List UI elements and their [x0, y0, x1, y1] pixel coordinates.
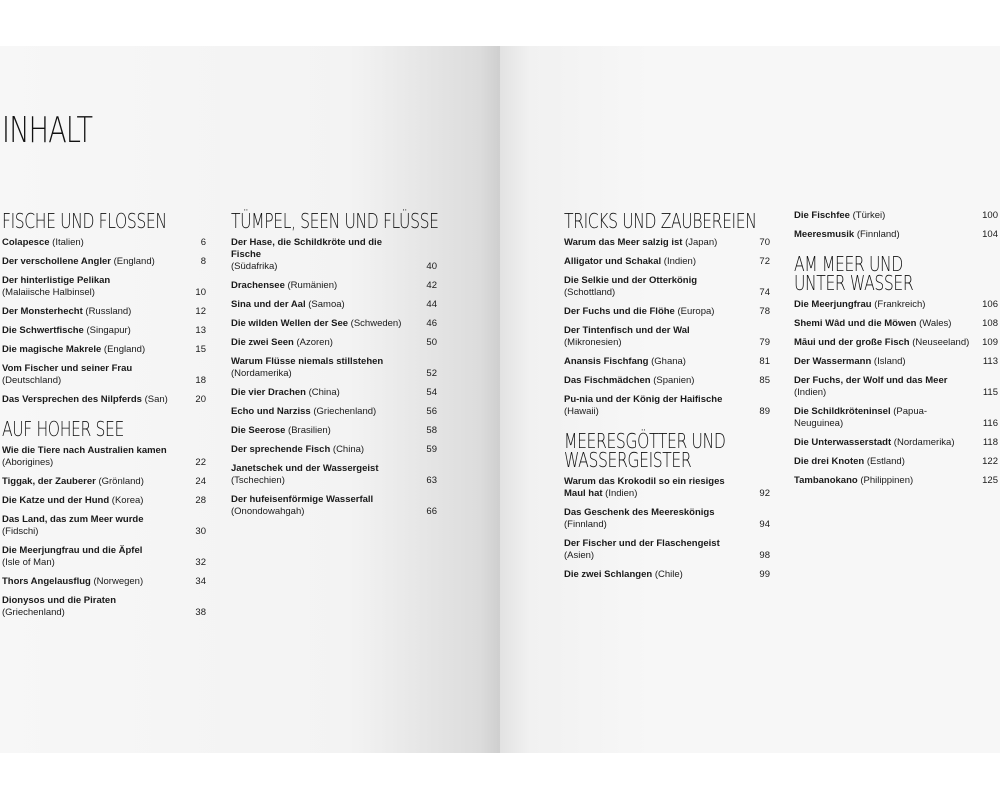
toc-entry[interactable]: [564, 569, 770, 581]
toc-entry-page: 10: [195, 287, 206, 298]
toc-entry-page: 50: [426, 337, 437, 348]
toc-entry[interactable]: [564, 394, 770, 418]
toc-entry[interactable]: [2, 363, 206, 387]
toc-entry[interactable]: [794, 318, 998, 330]
toc-column-2: [231, 209, 439, 525]
toc-entry[interactable]: [231, 463, 437, 487]
toc-entry[interactable]: [231, 356, 437, 380]
toc-entry-page: 89: [759, 406, 770, 417]
toc-entry[interactable]: [2, 344, 206, 356]
toc-entry-page: 98: [759, 550, 770, 561]
toc-entry-title: Wie die Tiere nach Australien kamen: [2, 445, 167, 456]
toc-entry[interactable]: [2, 476, 206, 488]
toc-entry-title: Echo und Narziss: [231, 406, 311, 417]
toc-entry[interactable]: [564, 306, 770, 318]
toc-entry-title: Thors Angelausflug: [2, 576, 91, 587]
toc-entry-title: Vom Fischer und seiner Frau: [2, 363, 133, 374]
toc-entry-page: 116: [982, 418, 998, 429]
toc-entry-title: Janetschek und der Wassergeist: [231, 463, 379, 474]
toc-column-3: [564, 209, 770, 588]
toc-entry[interactable]: [794, 356, 998, 368]
toc-entry[interactable]: [794, 375, 998, 399]
toc-entry[interactable]: [231, 299, 437, 311]
section-heading: [2, 417, 206, 441]
toc-entry-title: Das Versprechen des Nilpferds: [2, 394, 142, 405]
toc-entry-title: Drachensee: [231, 280, 285, 291]
toc-entry-region: (Wales): [919, 318, 952, 329]
toc-entry-region: (Papua-Neuguinea): [794, 406, 928, 429]
toc-entry-title: Der Wassermann: [794, 356, 872, 367]
toc-entry-title: Der Fischer und der Flaschengeist: [564, 538, 720, 549]
toc-entry-region: (Schweden): [350, 318, 402, 329]
toc-entry-title: Die vier Drachen: [231, 387, 306, 398]
toc-entry[interactable]: [794, 456, 998, 468]
toc-entry-region: (China): [332, 444, 365, 455]
toc-entry-page: 42: [426, 280, 437, 291]
toc-entry-region: (England): [103, 344, 146, 355]
toc-entry-region: (Indien): [794, 387, 827, 398]
toc-entry-region: (Rumänien): [287, 280, 338, 291]
toc-entry-title: Die magische Makrele: [2, 344, 102, 355]
toc-entry[interactable]: [564, 325, 770, 349]
toc-entry[interactable]: [564, 507, 770, 531]
toc-entry-page: 58: [426, 425, 437, 436]
toc-entry-page: 118: [982, 437, 998, 448]
toc-entry-title: Der hufeisenförmige Wasserfall: [231, 494, 374, 505]
toc-entry[interactable]: [564, 375, 770, 387]
toc-entry-region: (Schottland): [564, 287, 616, 298]
toc-entry-region: (Singapur): [86, 325, 131, 336]
toc-entry-page: 79: [759, 337, 770, 348]
toc-entry-region: (Indien): [605, 488, 638, 499]
toc-entry-region: (Italien): [52, 237, 84, 248]
toc-entry[interactable]: [794, 475, 998, 487]
section-heading-line: TÜMPEL, SEEN UND FLÜSSE: [231, 209, 439, 233]
toc-entry-title: Die Meerjungfrau und die Äpfel: [2, 545, 143, 556]
toc-entry-title: Die Meerjungfrau: [794, 299, 872, 310]
toc-entry[interactable]: [2, 325, 206, 337]
toc-entry-page: 13: [195, 325, 206, 336]
toc-entry-region: (Tschechien): [231, 475, 285, 486]
section-heading-line: UNTER WASSER: [794, 271, 914, 295]
toc-entry-title: Die drei Knoten: [794, 456, 865, 467]
toc-entry[interactable]: [564, 237, 770, 249]
toc-entry-title: Warum das Krokodil so ein riesiges Maul hat: [564, 476, 725, 499]
section-heading-line: AM MEER UND: [794, 252, 903, 276]
toc-entry[interactable]: [564, 476, 770, 500]
toc-entry-title: Der Monsterhecht: [2, 306, 83, 317]
toc-entry-page: 113: [982, 356, 998, 367]
toc-entry-region: (Nordamerika): [231, 368, 292, 379]
toc-entry[interactable]: [794, 299, 998, 311]
toc-entry-title: Die wilden Wellen der See: [231, 318, 349, 329]
toc-entry-page: 70: [759, 237, 770, 248]
toc-entry[interactable]: [2, 514, 206, 538]
toc-entry-page: 109: [982, 337, 998, 348]
toc-entry-page: 34: [195, 576, 206, 587]
section-heading-line: WASSERGEISTER: [564, 448, 692, 472]
toc-entry-page: 44: [426, 299, 437, 310]
toc-entry-page: 99: [759, 569, 770, 580]
toc-entry-region: (Griechenland): [313, 406, 377, 417]
toc-entry-region: (Ghana): [651, 356, 686, 367]
toc-entry-title: Die Katze und der Hund: [2, 495, 110, 506]
toc-entry-page: 85: [759, 375, 770, 386]
toc-entry-region: (Aborigines): [2, 457, 54, 468]
toc-entry[interactable]: [2, 576, 206, 588]
toc-entry-page: 63: [426, 475, 437, 486]
toc-entry-page: 122: [982, 456, 998, 467]
toc-entry-region: (Mikronesien): [564, 337, 622, 348]
toc-entry-title: Tambanokano: [794, 475, 858, 486]
toc-entry-page: 54: [426, 387, 437, 398]
toc-entry[interactable]: [2, 545, 206, 569]
toc-entry-title: Das Geschenk des Meereskönigs: [564, 507, 715, 518]
section-heading: [2, 209, 206, 233]
toc-entry-page: 59: [426, 444, 437, 455]
toc-entry-region: (Spanien): [653, 375, 695, 386]
toc-entry-title: Meeresmusik: [794, 229, 855, 240]
toc-entry-title: Alligator und Schakal: [564, 256, 662, 267]
page-title: INHALT: [2, 110, 93, 151]
toc-entry[interactable]: [2, 394, 206, 406]
toc-entry-page: 106: [982, 299, 998, 310]
toc-entry-page: 6: [200, 237, 206, 248]
toc-entry[interactable]: [231, 280, 437, 292]
toc-entry-title: Die zwei Seen: [231, 337, 294, 348]
toc-entry-region: (Nordamerika): [893, 437, 955, 448]
toc-entry-title: Der sprechende Fisch: [231, 444, 331, 455]
toc-entry[interactable]: [794, 406, 998, 430]
toc-entry-region: (Europa): [677, 306, 715, 317]
toc-entry-region: (Grönland): [98, 476, 144, 487]
toc-entry-title: Der Hase, die Schildkröte und die Fische: [231, 237, 382, 260]
toc-entry-region: (Neuseeland): [912, 337, 970, 348]
toc-entry-page: 56: [426, 406, 437, 417]
toc-entry-title: Warum Flüsse niemals stillstehen: [231, 356, 384, 367]
toc-entry-region: (Asien): [564, 550, 595, 561]
toc-entry-region: (Norwegen): [93, 576, 144, 587]
toc-entry-region: (San): [144, 394, 168, 405]
toc-entry[interactable]: [231, 318, 437, 330]
toc-entry-page: 92: [759, 488, 770, 499]
toc-entry-page: 74: [759, 287, 770, 298]
toc-entry-title: Sina und der Aal: [231, 299, 306, 310]
toc-entry-title: Pu-nia und der König der Haifische: [564, 394, 723, 405]
toc-entry-region: (Onondowahgah): [231, 506, 305, 517]
toc-entry-page: 52: [426, 368, 437, 379]
toc-entry-title: Die zwei Schlangen: [564, 569, 653, 580]
toc-entry-page: 12: [195, 306, 206, 317]
toc-entry-page: 100: [982, 210, 998, 221]
section-heading-line: AUF HOHER SEE: [2, 417, 124, 441]
toc-entry-title: Anansis Fischfang: [564, 356, 649, 367]
toc-entry-title: Der verschollene Angler: [2, 256, 111, 267]
toc-entry-page: 22: [195, 457, 206, 468]
toc-entry-page: 115: [982, 387, 998, 398]
toc-entry-page: 125: [982, 475, 998, 486]
toc-entry-title: Der Tintenfisch und der Wal: [564, 325, 690, 336]
section-heading-line: TRICKS UND ZAUBEREIEN: [564, 209, 757, 233]
toc-entry-region: (England): [113, 256, 155, 267]
toc-entry[interactable]: [2, 275, 206, 299]
toc-column-4: [794, 210, 998, 494]
toc-entry[interactable]: [564, 256, 770, 268]
toc-entry-page: 8: [200, 256, 206, 267]
toc-entry[interactable]: [231, 425, 437, 437]
section-heading-line: FISCHE UND FLOSSEN: [2, 209, 167, 233]
toc-entry-title: Tiggak, der Zauberer: [2, 476, 96, 487]
toc-entry-page: 81: [759, 356, 770, 367]
toc-entry-title: Die Schildkröteninsel: [794, 406, 891, 417]
toc-entry-page: 38: [195, 607, 206, 618]
toc-entry-page: 66: [426, 506, 437, 517]
toc-entry-title: Die Unterwasserstadt: [794, 437, 892, 448]
toc-entry-page: 30: [195, 526, 206, 537]
toc-entry-page: 104: [982, 229, 998, 240]
toc-entry-region: (Hawaii): [564, 406, 599, 417]
toc-entry-title: Die Selkie und der Otterkönig: [564, 275, 698, 286]
toc-entry-region: (Estland): [866, 456, 905, 467]
toc-entry-page: 20: [195, 394, 206, 405]
toc-entry-title: Warum das Meer salzig ist: [564, 237, 683, 248]
toc-entry-region: (Finnland): [856, 229, 900, 240]
toc-entry[interactable]: [231, 237, 437, 273]
toc-entry-region: (Samoa): [308, 299, 345, 310]
toc-entry-region: (Island): [873, 356, 906, 367]
toc-entry-region: (Südafrika): [231, 261, 278, 272]
toc-entry[interactable]: [231, 337, 437, 349]
toc-entry-title: Colapesce: [2, 237, 50, 248]
toc-entry-region: (Deutschland): [2, 375, 62, 386]
toc-entry[interactable]: [794, 210, 998, 222]
toc-column-1: [2, 209, 206, 626]
toc-entry-title: Die Fischfee: [794, 210, 850, 221]
toc-entry-page: 18: [195, 375, 206, 386]
section-heading-line: MEERESGÖTTER UND: [564, 429, 726, 453]
toc-entry-title: Das Land, das zum Meer wurde: [2, 514, 144, 525]
toc-entry[interactable]: [2, 237, 206, 249]
toc-entry-page: 40: [426, 261, 437, 272]
toc-entry[interactable]: [231, 387, 437, 399]
toc-entry-title: Māui und der große Fisch: [794, 337, 910, 348]
toc-entry[interactable]: [794, 337, 998, 349]
toc-entry-page: 28: [195, 495, 206, 506]
toc-entry[interactable]: [2, 306, 206, 318]
section-heading: [231, 209, 439, 233]
toc-entry[interactable]: [794, 437, 998, 449]
toc-entry[interactable]: [2, 495, 206, 507]
toc-entry[interactable]: [2, 445, 206, 469]
toc-entry-page: 108: [982, 318, 998, 329]
toc-entry-region: (Philippinen): [860, 475, 914, 486]
toc-entry-region: (Frankreich): [874, 299, 926, 310]
toc-entry-region: (Finnland): [564, 519, 607, 530]
toc-entry-region: (Brasilien): [288, 425, 331, 436]
toc-entry-title: Das Fischmädchen: [564, 375, 651, 386]
toc-entry-page: 24: [195, 476, 206, 487]
toc-entry[interactable]: [794, 229, 998, 241]
toc-entry-region: (Russland): [85, 306, 132, 317]
toc-entry-region: (Japan): [685, 237, 718, 248]
section-heading: [794, 252, 998, 295]
toc-entry-region: (Chile): [654, 569, 683, 580]
toc-entry-page: 15: [195, 344, 206, 355]
toc-entry-title: Die Schwertfische: [2, 325, 84, 336]
toc-entry[interactable]: [564, 538, 770, 562]
toc-entry[interactable]: [2, 595, 206, 619]
toc-entry-region: (Azoren): [296, 337, 333, 348]
toc-entry-page: 94: [759, 519, 770, 530]
toc-entry-page: 78: [759, 306, 770, 317]
toc-entry-region: (Türkei): [852, 210, 886, 221]
toc-entry-title: Shemi Wâd und die Möwen: [794, 318, 917, 329]
toc-entry-page: 32: [195, 557, 206, 568]
toc-entry-region: (Fidschi): [2, 526, 39, 537]
toc-entry-region: (Isle of Man): [2, 557, 55, 568]
toc-entry-region: (Malaiische Halbinsel): [2, 287, 95, 298]
toc-entry[interactable]: [231, 444, 437, 456]
toc-entry-title: Die Seerose: [231, 425, 286, 436]
toc-entry[interactable]: [564, 275, 770, 299]
toc-entry[interactable]: [564, 356, 770, 368]
toc-entry-page: 72: [759, 256, 770, 267]
toc-entry[interactable]: [2, 256, 206, 268]
section-heading: [564, 429, 770, 472]
toc-entry-title: Der Fuchs und die Flöhe: [564, 306, 675, 317]
toc-entry[interactable]: [231, 406, 437, 418]
toc-entry[interactable]: [231, 494, 437, 518]
toc-entry-region: (Korea): [111, 495, 144, 506]
toc-entry-region: (Indien): [663, 256, 696, 267]
toc-entry-region: (China): [308, 387, 340, 398]
toc-entry-title: Der Fuchs, der Wolf und das Meer: [794, 375, 948, 386]
section-heading: [564, 209, 770, 233]
toc-entry-title: Dionysos und die Piraten: [2, 595, 117, 606]
toc-entry-region: (Griechenland): [2, 607, 65, 618]
toc-entry-title: Der hinterlistige Pelikan: [2, 275, 111, 286]
toc-entry-page: 46: [426, 318, 437, 329]
